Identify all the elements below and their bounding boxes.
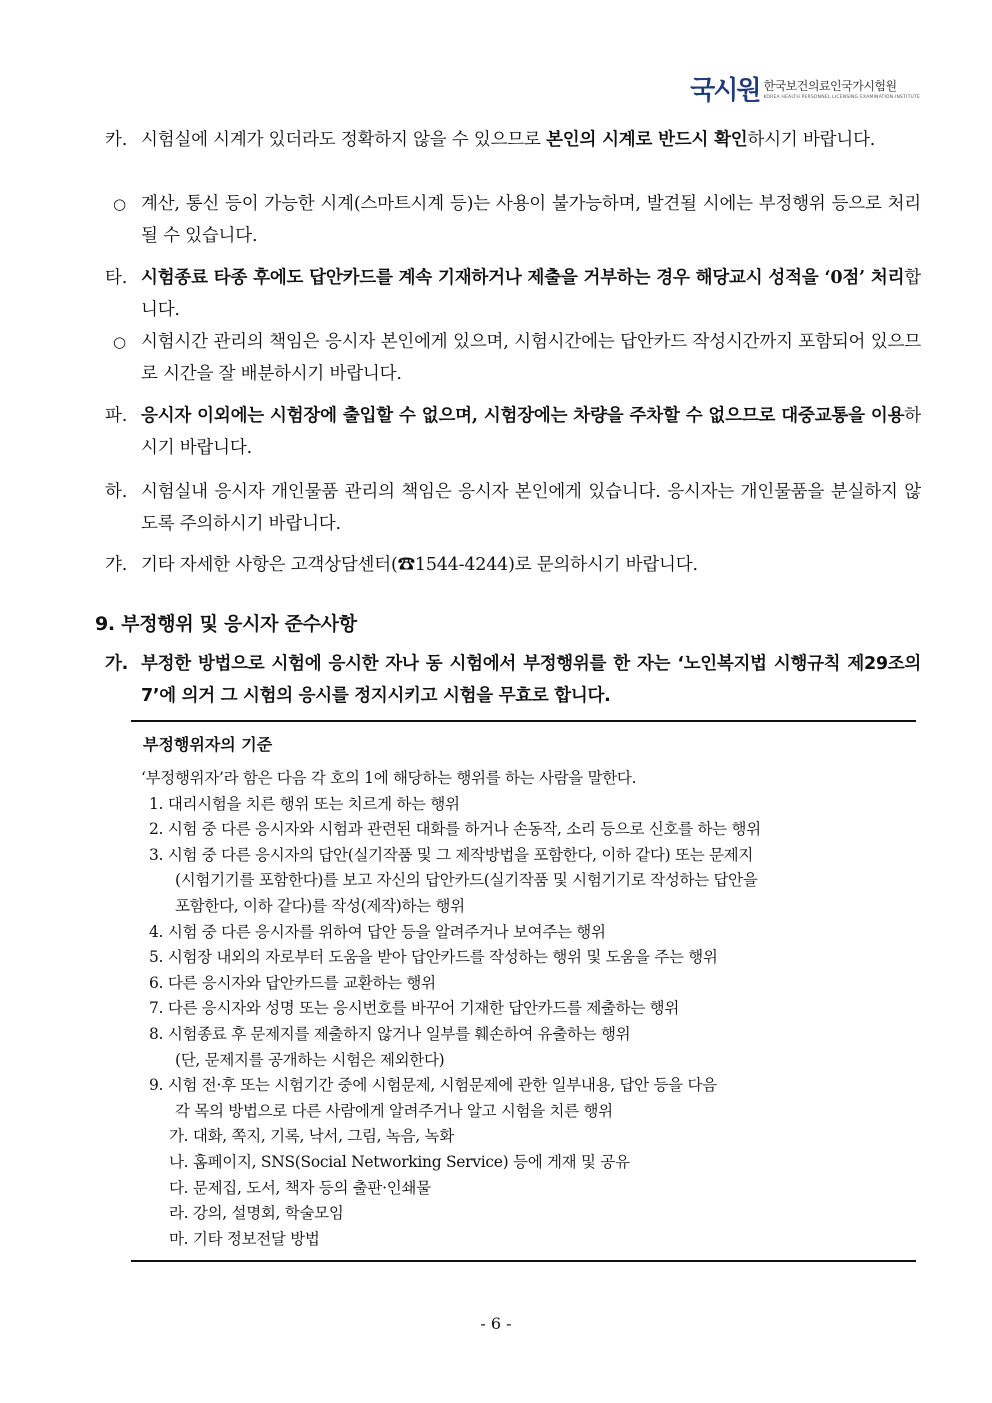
criteria-line: 3. 시험 중 다른 응시자의 답안(실기작품 및 그 제작방법을 포함한다, 이하 같다) 또는 문제지 xyxy=(149,845,754,864)
institute-logo xyxy=(690,70,920,107)
text-run: 하시기 바랍니다. xyxy=(141,406,921,458)
criteria-line: 포함한다, 이하 같다)를 작성(제작)하는 행위 xyxy=(175,896,465,915)
criteria-line: 나. 홈페이지, SNS(Social Networking Service) 등에 게재 및 공유 xyxy=(169,1152,630,1171)
item-ka xyxy=(105,124,921,156)
criteria-line: 다. 문제집, 도서, 책자 등의 출판·인쇄물 xyxy=(169,1178,431,1197)
logo-korean-name: 한국보건의료인국가시험원 xyxy=(763,79,897,93)
text-run: 시험실에 시계가 있더라도 정확하지 않을 수 있으므로 xyxy=(141,130,547,150)
criteria-line: 7. 다른 응시자와 성명 또는 응시번호를 바꾸어 기재한 답안카드를 제출하는 행위 xyxy=(149,999,679,1018)
criteria-line: (시험기기를 포함한다)를 보고 자신의 답안카드(실기작품 및 시험기기로 작성하는 답안을 xyxy=(175,871,758,890)
criteria-list xyxy=(141,766,911,1252)
circle-bullet-icon: ○ xyxy=(113,333,126,351)
item-text xyxy=(105,476,921,540)
criteria-line: 4. 시험 중 다른 응시자를 위하여 답안 등을 알려주거나 보여주는 행위 xyxy=(149,922,606,941)
circle-bullet-icon: ○ xyxy=(113,195,126,213)
criteria-line: (단, 문제지를 공개하는 시험은 제외한다) xyxy=(175,1050,445,1069)
page-number: - 6 - xyxy=(480,1314,512,1333)
criteria-line: 8. 시험종료 후 문제지를 제출하지 않거나 일부를 훼손하여 유출하는 행위 xyxy=(149,1024,631,1043)
item-marker: 하. xyxy=(105,482,128,502)
section-title: 9. 부정행위 및 응시자 준수사항 xyxy=(95,613,357,635)
text-run: 기타 자세한 사항은 고객상담센터(☎1544-4244)로 문의하시기 바랍니다. xyxy=(141,555,698,575)
criteria-line: 6. 다른 응시자와 답안카드를 교환하는 행위 xyxy=(149,973,436,992)
text-run: 시험실내 응시자 개인물품 관리의 책임은 응시자 본인에게 있습니다. 응시자는 개인물품을 분실하지 않도록 주의하시기 바랍니다. xyxy=(141,482,921,534)
emphasis-text: 시험종료 타종 후에도 답안카드를 계속 기재하거나 제출을 거부하는 경우 해당교시 성적을 ‘0점’ 처리 xyxy=(141,268,905,288)
logo-text xyxy=(763,77,920,100)
criteria-line: 가. 대화, 쪽지, 기록, 낙서, 그림, 녹음, 녹화 xyxy=(169,1127,454,1146)
box-top-rule xyxy=(131,720,916,722)
criteria-line: 9. 시험 전·후 또는 시험기간 중에 시험문제, 시험문제에 관한 일부내용, 답안 등을 다음 xyxy=(149,1076,717,1095)
item-marker: 카. xyxy=(105,130,128,150)
item-text xyxy=(105,124,921,156)
item-text: 부정한 방법으로 시험에 응시한 자나 동 시험에서 부정행위를 한 자는 ‘노인복지법 시행규칙 제29조의7’에 의거 그 시험의 응시를 정지시키고 시험을 무효로 합니다. xyxy=(141,654,921,706)
emphasis-text: 본인의 시계로 반드시 확인 xyxy=(546,130,748,150)
logo-mark: 국시원 xyxy=(690,76,760,106)
item-text xyxy=(105,400,921,464)
criteria-line: 5. 시험장 내외의 자로부터 도움을 받아 답안카드를 작성하는 행위 및 도움을 주는 행위 xyxy=(149,948,718,967)
item-pa xyxy=(105,400,921,464)
criteria-line: 라. 강의, 설명회, 학술모임 xyxy=(169,1204,344,1223)
item-text xyxy=(113,188,921,252)
criteria-title: 부정행위자의 기준 xyxy=(143,735,273,754)
criteria-line: 각 목의 방법으로 다른 사람에게 알려주거나 알고 시험을 치른 행위 xyxy=(175,1101,613,1120)
text-run: 시험시간 관리의 책임은 응시자 본인에게 있으며, 시험시간에는 답안카드 작성시간까지 포함되어 있으므로 시간을 잘 배분하시기 바랍니다. xyxy=(141,332,921,384)
emphasis-text: 응시자 이외에는 시험장에 출입할 수 없으며, 시험장에는 차량을 주차할 수 없으므로 대중교통을 이용 xyxy=(141,406,905,426)
item-text xyxy=(105,549,921,581)
item-text xyxy=(105,262,921,326)
box-bottom-rule xyxy=(131,1260,916,1262)
text-run: 계산, 통신 등이 가능한 시계(스마트시계 등)는 사용이 불가능하며, 발견될 시에는 부정행위 등으로 처리될 수 있습니다. xyxy=(141,194,921,246)
item-ta xyxy=(105,262,921,326)
criteria-line: ‘부정행위자’라 함은 다음 각 호의 1에 해당하는 행위를 하는 사람을 말한다. xyxy=(141,769,637,787)
criteria-line: 마. 기타 정보전달 방법 xyxy=(169,1229,320,1248)
item-marker: 파. xyxy=(105,406,128,426)
item-marker: 가. xyxy=(105,654,128,674)
item-marker: 갸. xyxy=(105,555,128,575)
item-text xyxy=(113,326,921,390)
criteria-line: 1. 대리시험을 치른 행위 또는 치르게 하는 행위 xyxy=(149,794,460,813)
item-ta-note xyxy=(113,326,921,390)
item-ka-note xyxy=(113,188,921,252)
logo-english-name: KOREA HEALTH PERSONNEL LICENSING EXAMINATION INSTITUTE xyxy=(763,95,920,100)
section-item-ga xyxy=(105,648,921,712)
text-run: 하시기 바랍니다. xyxy=(747,130,876,150)
item-marker: 타. xyxy=(105,268,128,288)
criteria-line: 2. 시험 중 다른 응시자와 시험과 관련된 대화를 하거나 손동작, 소리 등으로 신호를 하는 행위 xyxy=(149,820,761,839)
item-gya xyxy=(105,549,921,581)
item-ha xyxy=(105,476,921,540)
text-run: 합니다. xyxy=(141,268,921,320)
